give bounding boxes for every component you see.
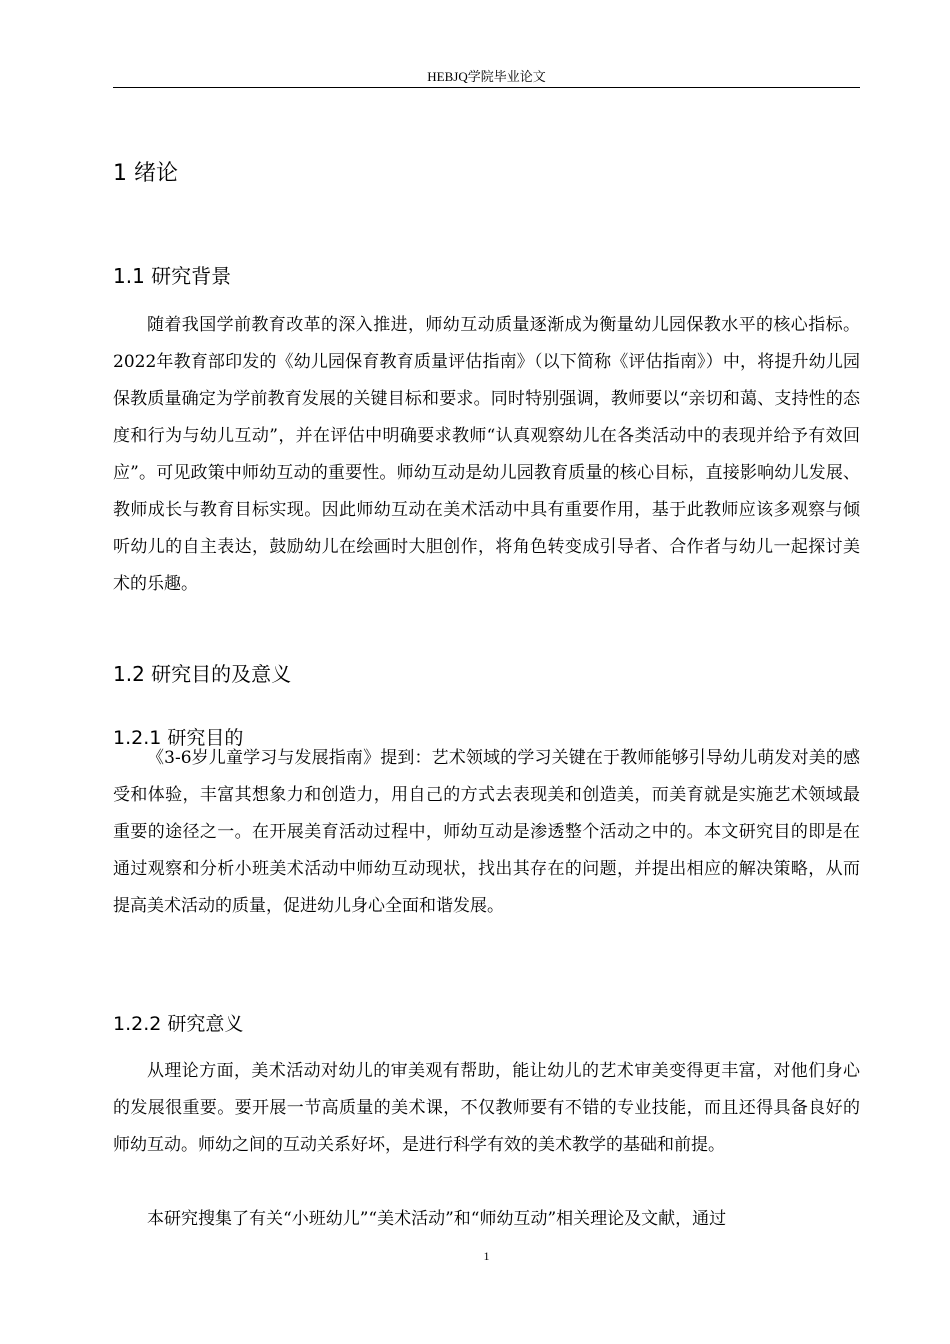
section-1-2-2-title: 1.2.2 研究意义 bbox=[113, 1013, 244, 1035]
section-1-2-title: 1.2 研究目的及意义 bbox=[113, 662, 292, 686]
chapter-title: 1 绪论 bbox=[113, 161, 178, 186]
section-1-2-2-paragraph-2: 本研究搜集了有关“小班幼儿”“美术活动”和“师幼互动”相关理论及文献，通过 bbox=[147, 1209, 727, 1229]
header-rule bbox=[113, 87, 860, 88]
section-1-2-2-paragraph-1: 从理论方面，美术活动对幼儿的审美观有帮助，能让幼儿的艺术审美变得更丰富，对他们身心的发展很重要。要开展一节高质量的美术课，不仅教师要有不错的专业技能，而且还得具备良好的师幼互动。师幼之间的互动关系好坏，是进行科学有效的美术教学的基础和前提。 bbox=[113, 1061, 860, 1155]
page-number: 1 bbox=[483, 1249, 490, 1263]
page-header: HEBJQ学院毕业论文 bbox=[427, 69, 546, 84]
section-1-1-title: 1.1 研究背景 bbox=[113, 264, 232, 288]
section-1-2-1-paragraph: 《3-6岁儿童学习与发展指南》提到：艺术领域的学习关键在于教师能够引导幼儿萌发对美的感受和体验，丰富其想象力和创造力，用自己的方式去表现美和创造美，而美育就是实施艺术领域最重要的途径之一。在开展美育活动过程中，师幼互动是渗透整个活动之中的。本文研究目的即是在通过观察和分析小班美术活动中师幼互动现状，找出其存在的问题，并提出相应的解决策略，从而提高美术活动的质量，促进幼儿身心全面和谐发展。 bbox=[113, 748, 860, 916]
section-1-1-paragraph: 随着我国学前教育改革的深入推进，师幼互动质量逐渐成为衡量幼儿园保教水平的核心指标。2022年教育部印发的《幼儿园保育教育质量评估指南》（以下简称《评估指南》）中，将提升幼儿园保教质量确定为学前教育发展的关键目标和要求。同时特别强调，教师要以“亲切和蔼、支持性的态度和行为与幼儿互动”，并在评估中明确要求教师“认真观察幼儿在各类活动中的表现并给予有效回应”。可见政策中师幼互动的重要性。师幼互动是幼儿园教育质量的核心目标，直接影响幼儿发展、教师成长与教育目标实现。因此师幼互动在美术活动中具有重要作用，基于此教师应该多观察与倾听幼儿的自主表达，鼓励幼儿在绘画时大胆创作，将角色转变成引导者、合作者与幼儿一起探讨美术的乐趣。 bbox=[113, 315, 860, 594]
section-1-2-1-title: 1.2.1 研究目的 bbox=[113, 727, 244, 749]
